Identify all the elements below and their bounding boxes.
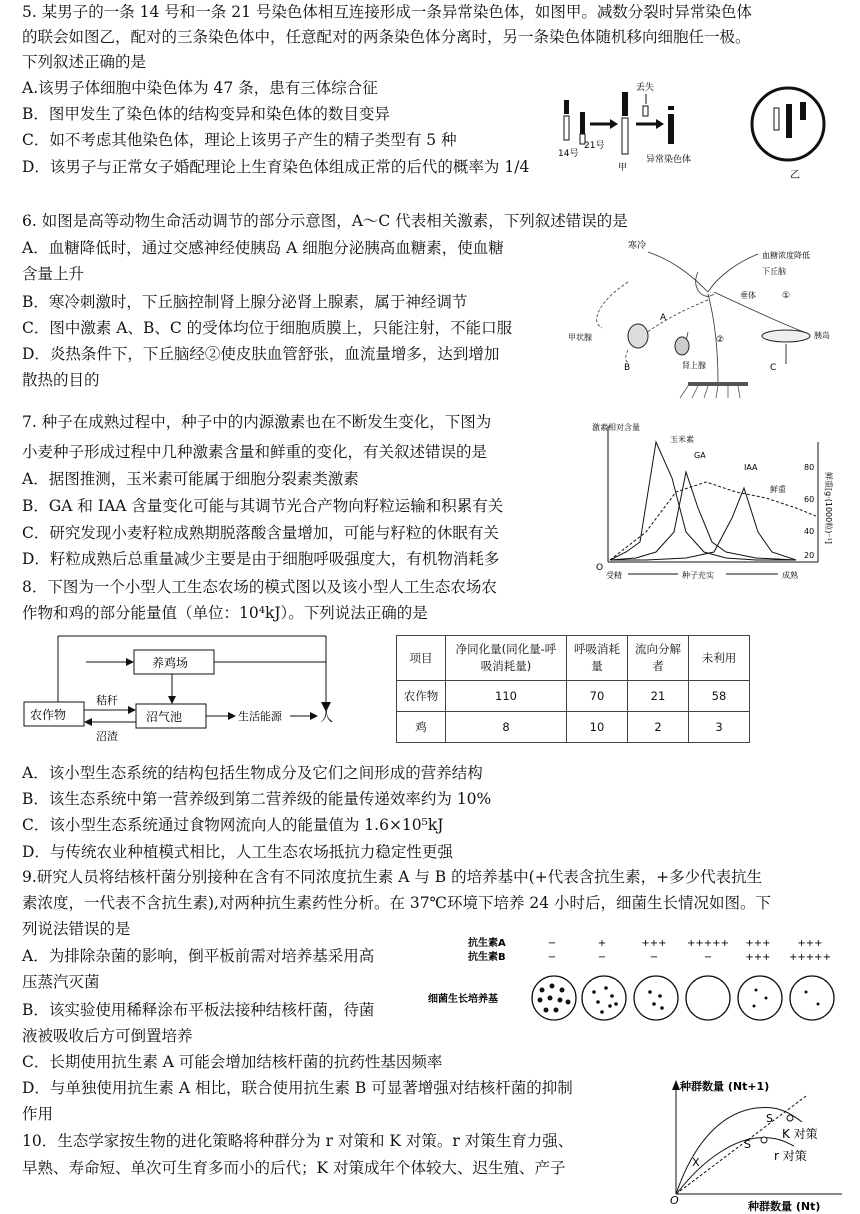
q7-origin: O	[596, 563, 604, 573]
q8-stem-line2: 作物和鸡的部分能量值（单位：10⁴kJ）。下列说法正确的是	[22, 604, 428, 622]
q7-ylabel-left: 激素相对含量	[592, 423, 640, 432]
q8-cell: 10	[567, 712, 628, 743]
q5-label-lost: 丢失	[636, 83, 655, 93]
q7-tick-80: 80	[804, 463, 815, 472]
q6-label-pancreas: 胰岛	[814, 331, 830, 340]
q6-option-a-line1: A．血糖降低时，通过交感神经使胰岛 A 细胞分泌胰高血糖素，使血糖	[22, 239, 504, 257]
q5-label-jia: 甲	[618, 163, 628, 173]
q6-label-cold: 寒冷	[628, 241, 647, 251]
q6-label-hypothalamus: 下丘脑	[762, 267, 786, 276]
q8-cell: 鸡	[397, 712, 446, 743]
q10-label-r: r 对策	[774, 1149, 807, 1163]
q7-stage-fert: 受精	[606, 571, 622, 580]
q10-origin: O	[670, 1194, 679, 1207]
q9-option-d-line2: 作用	[22, 1105, 54, 1123]
q8-cell: 8	[446, 712, 567, 743]
q8-th-net: 净同化量(同化量-呼吸消耗量)	[446, 636, 567, 681]
q10-label-k: K 对策	[782, 1127, 818, 1141]
q7-label-iaa: IAA	[744, 463, 758, 472]
q8-box-biogas: 沼气池	[146, 710, 183, 724]
q6-label-n1: ①	[782, 291, 791, 301]
q7-tick-20: 20	[804, 551, 815, 560]
q5-option-c: C．如不考虑其他染色体，理论上该男子产生的精子类型有 5 种	[22, 131, 457, 149]
table-row	[397, 712, 750, 743]
q6-label-pituitary: 垂体	[740, 291, 756, 300]
q7-label-zeatin: 玉米素	[670, 435, 694, 444]
q8-label-person: 人	[320, 710, 334, 725]
q9-a-2: +++	[641, 938, 667, 949]
q9-plate-figure	[428, 932, 854, 1032]
q7-stage-fill: 种子充实	[682, 571, 714, 580]
q9-b-0: −	[547, 952, 557, 963]
q6-label-adrenal: 肾上腺	[682, 361, 706, 370]
q9-b-3: −	[703, 952, 713, 963]
q9-option-d-line1: D．与单独使用抗生素 A 相比，联合使用抗生素 B 可显著增强对结核杆菌的抑制	[22, 1079, 573, 1097]
q8-cell: 21	[628, 681, 689, 712]
q5-label-abnormal: 异常染色体	[646, 155, 692, 165]
q6-label-c: C	[770, 363, 777, 373]
q9-stem-line2: 素浓度，一代表不含抗生素),对两种抗生素药性分析。在 37℃环境下培养 24 小时后，细菌生长情况如图。下	[22, 894, 772, 912]
q8-option-a: A．该小型生态系统的结构包括生物成分及它们之间形成的营养结构	[22, 764, 483, 782]
q10-stem-line1: 10．生态学家按生物的进化策略将种群分为 r 对策和 K 对策。r 对策生育力强、	[22, 1132, 574, 1150]
q9-row-plate: 细菌生长培养基	[428, 994, 498, 1005]
q6-option-b: B．寒冷刺激时，下丘脑控制肾上腺分泌肾上腺素，属于神经调节	[22, 293, 468, 311]
q7-stage-mature: 成熟	[782, 571, 798, 580]
q7-stem-line1: 7. 种子在成熟过程中，种子中的内源激素也在不断发生变化，下图为	[22, 413, 492, 431]
q9-option-b-line2: 液被吸收后方可倒置培养	[22, 1027, 193, 1045]
q5-stem-line1: 5. 某男子的一条 14 号和一条 21 号染色体相互连接形成一条异常染色体，如图甲。减数分裂时异常染色体	[22, 3, 752, 21]
q6-label-glucose: 血糖浓度降低	[762, 251, 810, 260]
q5-stem-line2: 的联会如图乙，配对的三条染色体中，任意配对的两条染色体分离时，另一条染色体随机移向细胞任一极。	[22, 28, 751, 46]
q9-option-b-line1: B．该实验使用稀释涂布平板法接种结核杆菌，待菌	[22, 1001, 375, 1019]
q8-cell: 110	[446, 681, 567, 712]
q10-stem-line2: 早熟、寿命短、单次可生育多而小的后代；K 对策成年个体较大、迟生殖、产子	[22, 1159, 566, 1177]
q9-b-1: −	[597, 952, 607, 963]
q9-option-c: C．长期使用抗生素 A 可能会增加结核杆菌的抗药性基因频率	[22, 1053, 443, 1071]
q10-population-graph	[656, 1076, 856, 1212]
q9-a-3: +++++	[687, 938, 729, 949]
q8-option-d: D．与传统农业种植模式相比，人工生态农场抵抗力稳定性更强	[22, 843, 453, 861]
q8-th-decomp: 流向分解者	[628, 636, 689, 681]
q6-option-c: C．图中激素 A、B、C 的受体均位于细胞质膜上，只能注射，不能口服	[22, 319, 513, 337]
q7-option-a: A．据图推测，玉米素可能属于细胞分裂素类激素	[22, 470, 359, 488]
q9-plate-5	[738, 976, 782, 1020]
q7-option-b: B．GA 和 IAA 含量变化可能与其调节光合产物向籽粒运输和积累有关	[22, 497, 504, 515]
q8-label-straw: 秸秆	[96, 694, 118, 707]
q9-b-5: +++++	[789, 952, 831, 963]
q8-cell: 2	[628, 712, 689, 743]
q5-stem-line3: 下列叙述正确的是	[22, 53, 147, 71]
q7-label-fresh: 鲜重	[770, 485, 786, 494]
q5-label-21: 21号	[584, 141, 605, 151]
q9-plate-3	[634, 976, 678, 1020]
q9-a-5: +++	[797, 938, 823, 949]
q8-stem-line1: 8．下图为一个小型人工生态农场的模式图以及该小型人工生态农场农	[22, 578, 497, 596]
q6-option-a-line2: 含量上升	[22, 265, 85, 283]
q9-stem-line3: 列说法错误的是	[22, 920, 131, 938]
q6-stem: 6. 如图是高等动物生命活动调节的部分示意图，A～C 代表相关激素，下列叙述错误的是	[22, 212, 628, 230]
q8-cell: 农作物	[397, 681, 446, 712]
q7-tick-40: 40	[804, 527, 815, 536]
q7-tick-60: 60	[804, 495, 815, 504]
q10-ylabel: 种群数量 (Nt+1)	[680, 1080, 770, 1093]
q6-label-a: A	[660, 313, 667, 323]
q5-chromosome-figure	[556, 78, 856, 184]
q9-option-a-line2: 压蒸汽灭菌	[22, 973, 100, 991]
q7-label-ga: GA	[694, 451, 706, 460]
q8-label-energy: 生活能源	[238, 710, 282, 723]
q8-energy-table	[396, 635, 750, 743]
q9-b-2: −	[649, 952, 659, 963]
q8-box-crops: 农作物	[30, 708, 67, 722]
q8-box-chicken: 养鸡场	[152, 656, 189, 670]
q7-option-c: C．研究发现小麦籽粒成熟期脱落酸含量增加，可能与籽粒的休眠有关	[22, 524, 499, 542]
q5-option-a: A.该男子体细胞中染色体为 47 条，患有三体综合征	[22, 79, 378, 97]
q6-option-d-line2: 散热的目的	[22, 371, 100, 389]
q9-plate-2	[582, 976, 626, 1020]
q6-label-n2: ②	[716, 335, 725, 345]
q6-label-b: B	[624, 363, 631, 373]
q10-label-x: X	[692, 1156, 700, 1169]
q9-a-4: +++	[745, 938, 771, 949]
q9-stem-line1: 9.研究人员将结核杆菌分别接种在含有不同浓度抗生素 A 与 B 的培养基中(+代表含抗生素，+多少代表抗生	[22, 868, 763, 886]
q7-hormone-chart	[586, 412, 852, 582]
q9-a-0: −	[547, 938, 557, 949]
q9-row-a: 抗生素A	[468, 938, 506, 949]
q5-option-d: D．该男子与正常女子婚配理论上生育染色体组成正常的后代的概率为 1/4	[22, 158, 530, 176]
q9-plate-4	[686, 976, 730, 1020]
q8-cell: 3	[689, 712, 750, 743]
table-row	[397, 681, 750, 712]
q6-label-thyroid: 甲状腺	[568, 333, 592, 342]
q10-label-s2: S	[766, 1112, 773, 1125]
q7-option-d: D．籽粒成熟后总重量减少主要是由于细胞呼吸强度大，有机物消耗多	[22, 550, 500, 568]
q10-label-s1: S	[744, 1138, 751, 1151]
q6-regulation-diagram	[568, 232, 854, 402]
q5-label-14: 14号	[558, 149, 579, 159]
q8-th-unused: 未利用	[689, 636, 750, 681]
q6-option-d-line1: D．炎热条件下，下丘脑经②使皮肤血管舒张，血流量增多，达到增加	[22, 345, 500, 363]
q8-cell: 58	[689, 681, 750, 712]
q7-stem-line2: 小麦种子形成过程中几种激素含量和鲜重的变化，有关叙述错误的是	[22, 443, 488, 461]
q8-option-b: B．该生态系统中第一营养级到第二营养级的能量传递效率约为 10%	[22, 790, 492, 808]
q8-cell: 70	[567, 681, 628, 712]
q8-th-item: 项目	[397, 636, 446, 681]
q8-th-resp: 呼吸消耗量	[567, 636, 628, 681]
q9-plate-6	[790, 976, 834, 1020]
q9-a-1: +	[597, 938, 607, 949]
q7-ylabel-right: 鲜重[g·(1000粒)⁻¹]	[824, 472, 833, 544]
q10-xlabel: 种群数量 (Nt)	[748, 1200, 821, 1212]
q8-farm-diagram	[20, 632, 380, 744]
q9-row-b: 抗生素B	[468, 952, 506, 963]
q9-b-4: +++	[745, 952, 771, 963]
q8-option-c: C．该小型生态系统通过食物网流向人的能量值为 1.6×10⁵kJ	[22, 816, 444, 834]
q5-option-b: B．图甲发生了染色体的结构变异和染色体的数目变异	[22, 105, 390, 123]
q8-label-residue: 沼渣	[96, 730, 118, 743]
q9-option-a-line1: A．为排除杂菌的影响，倒平板前需对培养基采用高	[22, 947, 375, 965]
q5-label-yi: 乙	[790, 170, 800, 181]
